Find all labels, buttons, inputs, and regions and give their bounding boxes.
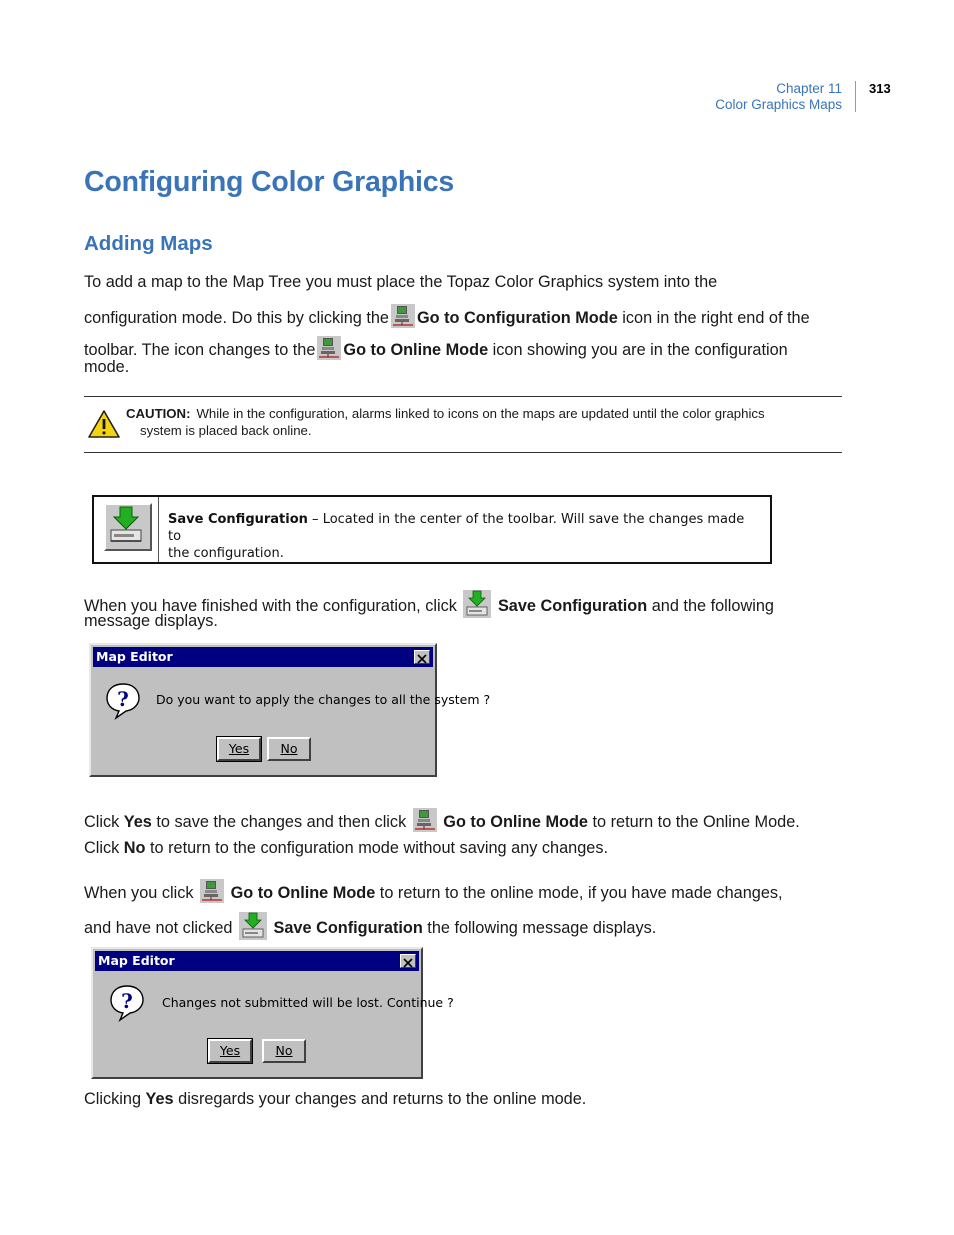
computer-online-icon — [317, 336, 341, 360]
intro-line-4: mode. — [84, 358, 130, 376]
finished-line-1: When you have finished with the configuration, click Save Configuration and the following — [84, 590, 774, 618]
intro-line-2: configuration mode. Do this by clicking the Go to Configuration Mode icon in the right end of the — [84, 304, 810, 328]
section-label: Color Graphics Maps — [715, 97, 842, 112]
save-configuration-legend — [92, 495, 772, 564]
close-button[interactable] — [400, 954, 416, 968]
dialog-title: Map Editor — [98, 953, 175, 968]
page-title: Configuring Color Graphics — [84, 166, 455, 198]
when-click-line-1: When you click Go to Online Mode to return to the online mode, if you have made changes, — [84, 879, 783, 903]
question-balloon-icon — [105, 682, 141, 725]
dialog-title: Map Editor — [96, 649, 173, 664]
when-click-line-2: and have not clicked Save Configuration the following message displays. — [84, 912, 656, 940]
dialog-title-bar — [93, 647, 433, 667]
intro-line-3: toolbar. The icon changes to the Go to Online Mode icon showing you are in the configuration — [84, 336, 788, 360]
caution-top-rule — [84, 396, 842, 397]
save-configuration-icon — [239, 912, 267, 940]
dialog-message: Do you want to apply the changes to all the system ? — [156, 692, 491, 707]
intro-line-1: To add a map to the Map Tree you must place the Topaz Color Graphics system into the — [84, 273, 718, 291]
chapter-label: Chapter 11 — [776, 81, 842, 96]
section-heading: Adding Maps — [84, 232, 213, 255]
close-button[interactable] — [414, 650, 430, 664]
click-yes-line: Click Yes to save the changes and then click Go to Online Mode to return to the Online Mode. — [84, 808, 800, 832]
save-configuration-icon — [463, 590, 491, 618]
dialog-message: Changes not submitted will be lost. Continue ? — [162, 995, 454, 1010]
svg-text:?: ? — [121, 989, 133, 1013]
closing-line: Clicking Yes disregards your changes and returns to the online mode. — [84, 1090, 587, 1108]
map-editor-dialog-apply — [89, 643, 491, 777]
yes-button[interactable]: Yes — [208, 1039, 252, 1063]
close-icon — [415, 653, 429, 665]
svg-text:?: ? — [117, 687, 129, 711]
no-button[interactable]: No — [262, 1039, 306, 1063]
no-button[interactable]: No — [267, 737, 311, 761]
header-divider — [855, 81, 856, 112]
computer-online-icon — [413, 808, 437, 832]
warning-triangle-icon — [87, 409, 121, 444]
click-no-line: Click No to return to the configuration mode without saving any changes. — [84, 839, 608, 857]
finished-line-2: message displays. — [84, 612, 218, 630]
computer-online-icon — [200, 879, 224, 903]
computer-config-icon — [391, 304, 415, 328]
legend-description: Save Configuration – Located in the center of the toolbar. Will save the changes made to the configuration. — [168, 512, 745, 561]
page-number: 313 — [869, 81, 891, 96]
close-icon — [401, 957, 415, 969]
caution-bottom-rule — [84, 452, 842, 453]
dialog-title-bar — [95, 951, 419, 971]
yes-button[interactable]: Yes — [217, 737, 261, 761]
save-configuration-icon — [104, 503, 152, 551]
map-editor-dialog-continue — [91, 947, 454, 1079]
caution-text: CAUTION: While in the configuration, alarms linked to icons on the maps are updated until the color graphics system is placed back online. — [126, 406, 765, 438]
legend-icon-cell — [94, 497, 159, 562]
question-balloon-icon — [109, 984, 145, 1027]
